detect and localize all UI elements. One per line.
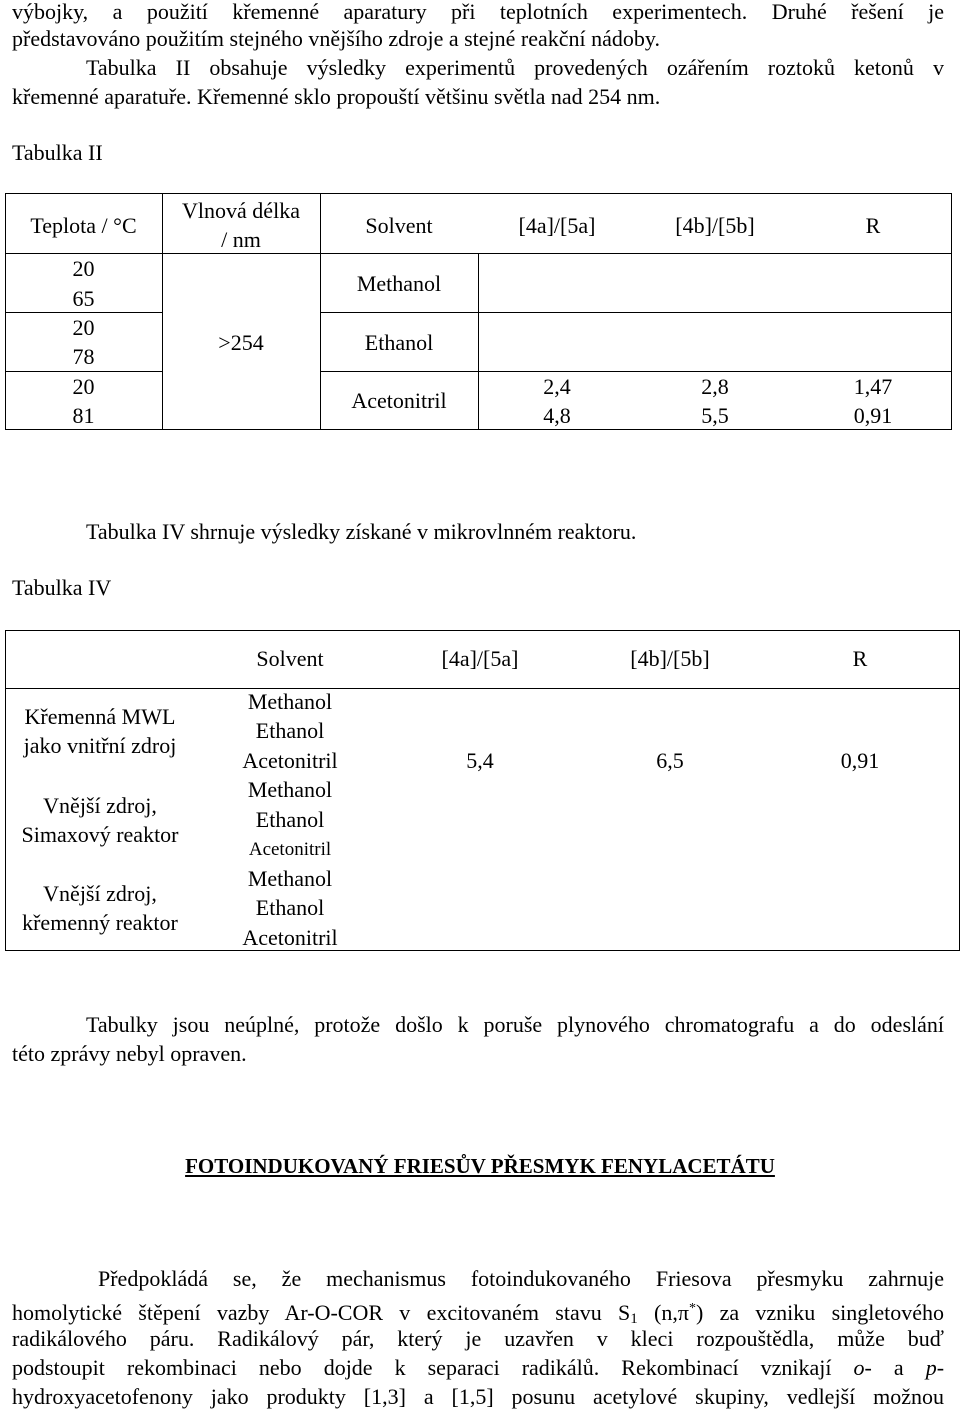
table4-solvent: Ethanol [255, 718, 325, 743]
table2-header-temp: Teplota / °C [30, 213, 137, 238]
table4-solvent: Ethanol [255, 895, 325, 920]
table2-temp: 20 [72, 374, 95, 399]
intro-line-3: Tabulka II obsahuje výsledky experimentů provedených ozářením roztoků ketonů v [86, 55, 944, 80]
table2-wavelength-value: >254 [218, 330, 264, 355]
table4-intro: Tabulka IV shrnuje výsledky získané v mikrovlnném reaktoru. [86, 519, 637, 544]
table4-title: Tabulka IV [12, 575, 112, 600]
table2-temp: 65 [72, 286, 95, 311]
table4-header-r: R [852, 646, 868, 671]
table2-header-ratio-b: [4b]/[5b] [675, 213, 755, 238]
table4-solvent: Acetonitril [242, 748, 338, 773]
table4-solvent: Acetonitril [242, 925, 338, 950]
table4-cell-ratio-a: 5,4 [466, 748, 494, 773]
table2-cell-ratio-a: 4,8 [543, 403, 571, 428]
table2-cell-ratio-b: 5,5 [701, 403, 729, 428]
intro-line-4: křemenné aparatuře. Křemenné sklo propouští většinu světla nad 254 nm. [12, 84, 661, 109]
table2-temp: 81 [72, 403, 95, 428]
section-line-2: homolytické štěpení vazby Ar-O-COR v excitovaném stavu $S_1$ (n,π*) za vzniku singletového [12, 1300, 945, 1327]
intro-line-2: představováno použitím stejného vnějšího zdroje a stejné reakční nádoby. [12, 26, 660, 51]
table2-cell-r: 0,91 [853, 403, 893, 428]
table2-cell-ratio-a: 2,4 [543, 374, 571, 399]
section-line-3: radikálového páru. Radikálový pár, který je uzavřen v kleci rozpouštědla, může buď [12, 1326, 944, 1351]
table4-solvent: Methanol [247, 689, 333, 714]
note-line-2: této zprávy nebyl opraven. [12, 1041, 247, 1066]
table4-solvent: Acetonitril [248, 839, 332, 860]
table4-group-label: jako vnitřní zdroj [23, 733, 177, 758]
table2-header-solvent: Solvent [365, 213, 433, 238]
table4-group-label: Vnější zdroj, [43, 881, 157, 906]
table4-header-ratio-b: [4b]/[5b] [630, 646, 710, 671]
intro-line-1: výbojky, a použití křemenné aparatury při teplotních experimentech. Druhé řešení je [12, 0, 944, 24]
table4-solvent: Ethanol [255, 807, 325, 832]
table2-header-wavelength: Vlnová délka [182, 198, 300, 223]
note-line-1: Tabulky jsou neúplné, protože došlo k poruše plynového chromatografu a do odeslání [86, 1012, 944, 1037]
table4-header-solvent: Solvent [256, 646, 324, 671]
table2-temp: 78 [72, 344, 95, 369]
table2-header-wavelength-unit: / nm [221, 227, 261, 252]
table2-solvent: Ethanol [364, 330, 434, 355]
table4-solvent: Methanol [247, 777, 333, 802]
table2-temp: 20 [72, 315, 95, 340]
table2-cell-r: 1,47 [853, 374, 893, 399]
table4-group-label: Simaxový reaktor [21, 822, 179, 847]
section-heading: FOTOINDUKOVANÝ FRIESŮV PŘESMYK FENYLACETÁTU [185, 1154, 775, 1178]
table2-header-r: R [865, 213, 881, 238]
table4-solvent: Methanol [247, 866, 333, 891]
table2-header-ratio-a: [4a]/[5a] [518, 213, 596, 238]
table2-solvent: Acetonitril [351, 388, 447, 413]
table2-solvent: Methanol [356, 271, 442, 296]
table4-group-label: křemenný reaktor [22, 910, 178, 935]
table4-cell-r: 0,91 [840, 748, 880, 773]
table2-cell-ratio-b: 2,8 [701, 374, 729, 399]
table4-header-ratio-a: [4a]/[5a] [441, 646, 519, 671]
table4-cell-ratio-b: 6,5 [656, 748, 684, 773]
table2-title: Tabulka II [12, 140, 103, 165]
section-line-1: Předpokládá se, že mechanismus fotoindukovaného Friesova přesmyku zahrnuje [98, 1266, 944, 1291]
section-line-5: hydroxyacetofenony jako produkty [1,3] a [1,5] posunu acetylové skupiny, vedlejší možnou [12, 1384, 944, 1409]
table2-temp: 20 [72, 256, 95, 281]
table4-group-label: Vnější zdroj, [43, 793, 157, 818]
section-line-4: podstoupit rekombinaci nebo dojde k separaci radikálů. Rekombinací vznikají o- a p- [12, 1355, 945, 1380]
table4-group-label: Křemenná MWL [24, 704, 176, 729]
